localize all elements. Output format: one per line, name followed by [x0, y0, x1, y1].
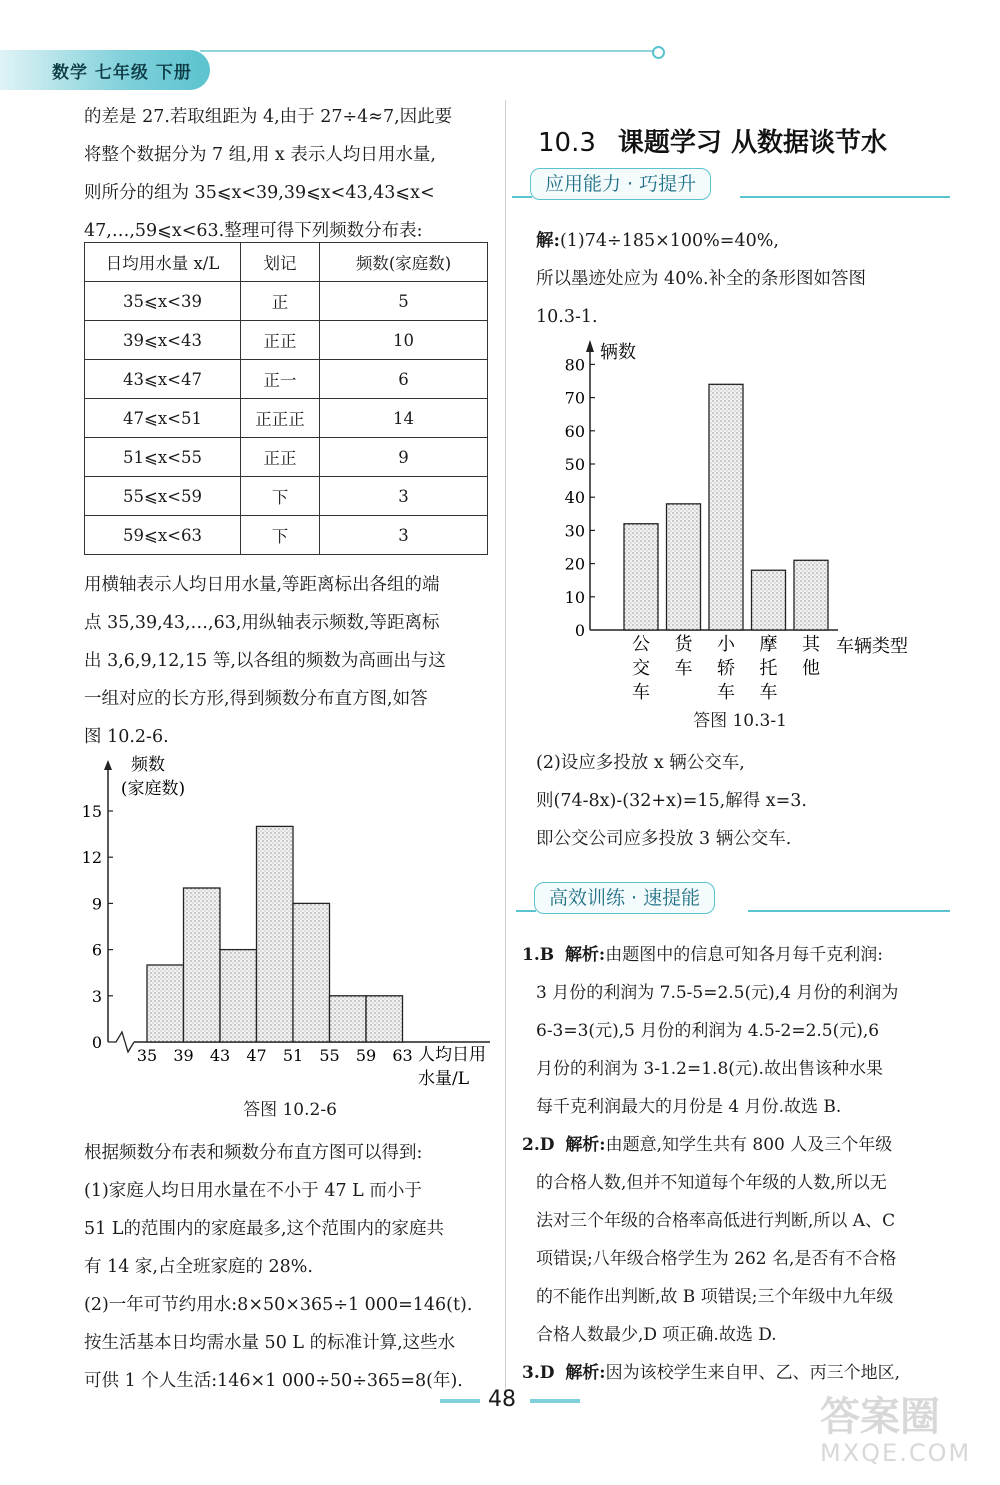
- y-tick-label: 12: [81, 848, 102, 868]
- solution-label: 解:: [536, 231, 560, 251]
- answers-section: [522, 936, 956, 1392]
- y-tick-label: 50: [564, 455, 585, 474]
- table-cell: 14: [320, 399, 488, 438]
- part2-paragraph: [536, 744, 956, 858]
- concl-line: 有 14 家,占全班家庭的 28%.: [84, 1257, 313, 1277]
- vehicle-bar: [624, 524, 658, 630]
- column-divider: [505, 100, 506, 1390]
- desc-line: 用横轴表示人均日用水量,等距离标出各组的端: [84, 575, 440, 595]
- category-label: 公: [632, 634, 650, 655]
- category-label: 摩: [759, 634, 778, 655]
- table-cell: 9: [320, 438, 488, 477]
- x-tick-label: 47: [246, 1046, 267, 1065]
- concl-line: 51 L的范围内的家庭最多,这个范围内的家庭共: [84, 1219, 445, 1239]
- y-tick-label: 60: [564, 421, 585, 441]
- part2-line: (2)设应多投放 x 辆公交车,: [536, 753, 745, 773]
- axis-break-icon: [108, 1032, 134, 1052]
- table-cell: 正正: [241, 321, 320, 360]
- badge-efficient-training: 高效训练 · 速提能: [534, 882, 715, 914]
- footer-deco-right: [530, 1399, 580, 1403]
- x-axis-label: 车辆类型: [836, 636, 908, 657]
- table-cell: 正正: [241, 438, 320, 477]
- section-title: [538, 122, 887, 159]
- histogram-bar: [220, 950, 257, 1042]
- badge-rule: [740, 196, 950, 198]
- table-cell: 51⩽x<55: [85, 438, 241, 477]
- table-cell: 59⩽x<63: [85, 516, 241, 555]
- y-tick-label: 30: [564, 521, 585, 541]
- y-tick-label: 0: [91, 1033, 102, 1052]
- category-label: 小: [717, 634, 735, 655]
- badge-rule: [748, 910, 950, 912]
- badge-apply-ability: 应用能力 · 巧提升: [530, 168, 711, 200]
- intro-line: 的差是 27.若取组距为 4,由于 27÷4≈7,因此要: [84, 107, 453, 127]
- x-tick-label: 39: [173, 1046, 194, 1065]
- table-row: [85, 282, 488, 321]
- badge-rule: [516, 910, 536, 912]
- vehicle-bar-chart: [556, 336, 956, 708]
- part2-line: 即公交公司应多投放 3 辆公交车.: [536, 829, 792, 849]
- x-axis-label: 水量/L: [418, 1069, 470, 1089]
- figure-caption: 答图 10.3-1: [693, 711, 787, 731]
- table-header: 划记: [241, 243, 320, 282]
- y-tick-label: 20: [564, 554, 585, 574]
- page-number: 48: [488, 1387, 516, 1412]
- y-axis-label: (家庭数): [120, 779, 186, 799]
- desc-line: 点 35,39,43,…,63,用纵轴表示频数,等距离标: [84, 613, 440, 633]
- vehicle-bar: [667, 504, 701, 630]
- category-label: 车: [717, 682, 735, 703]
- table-cell: 正正正: [241, 399, 320, 438]
- header-rule: [200, 50, 655, 52]
- table-row: [85, 516, 488, 555]
- x-tick-label: 43: [209, 1046, 231, 1065]
- concl-line: 按生活基本日均需水量 50 L 的标准计算,这些水: [84, 1333, 456, 1353]
- table-row: [85, 360, 488, 399]
- y-tick-label: 15: [81, 802, 102, 821]
- concl-line: (1)家庭人均日用水量在不小于 47 L 而小于: [84, 1181, 422, 1201]
- analysis-tag: 解析:: [565, 1135, 606, 1155]
- category-label: 货: [674, 634, 693, 655]
- footer-deco-left: [440, 1399, 480, 1403]
- histogram-chart: [70, 748, 500, 1093]
- concl-line: 根据频数分布表和频数分布直方图可以得到:: [84, 1143, 423, 1163]
- y-tick-label: 80: [564, 355, 585, 375]
- badge-rule: [512, 196, 532, 198]
- answer-item: 2.D 解析:由题意,知学生共有 800 人及三个年级 的合格人数,但并不知道每个年级的人数,所以无 法对三个年级的合格率高低进行判断,所以 A、C 项错误;八年级合格学生为 262 名,是否有不合格 的不能作出判断,故 B 项错误;三个年级中九年级 合格人数最少,D 项正确.故选 D.: [522, 1135, 897, 1345]
- table-header: 频数(家庭数): [320, 243, 488, 282]
- y-tick-label: 9: [91, 894, 102, 914]
- table-cell: 39⩽x<43: [85, 321, 241, 360]
- category-label: 其: [802, 634, 820, 655]
- category-label: 他: [802, 658, 820, 679]
- table-cell: 5: [320, 282, 488, 321]
- watermark-url-text: MXQE.COM: [820, 1439, 972, 1467]
- sol-line: 解:(1)74÷185×100%=40%,: [536, 231, 779, 251]
- intro-line: 47,…,59⩽x<63.整理可得下列频数分布表:: [84, 221, 423, 241]
- category-label: 车: [632, 682, 650, 703]
- table-cell: 正一: [241, 360, 320, 399]
- y-tick-label: 3: [91, 986, 102, 1006]
- vehicle-bar: [752, 570, 786, 630]
- desc-line: 一组对应的长方形,得到频数分布直方图,如答: [84, 689, 428, 709]
- table-cell: 35⩽x<39: [85, 282, 241, 321]
- concl-line: 可供 1 个人生活:146×1 000÷50÷365=8(年).: [84, 1371, 463, 1391]
- histogram-bar: [257, 826, 294, 1042]
- conclusion-paragraph: [84, 1134, 496, 1400]
- histogram-bar: [147, 965, 184, 1042]
- table-row: [85, 477, 488, 516]
- answer-item: 3.D 解析:因为该校学生来自甲、乙、丙三个地区,: [522, 1363, 900, 1383]
- answer-label: 1.B: [522, 945, 555, 965]
- y-tick-label: 70: [564, 388, 585, 408]
- x-axis-label: 人均日用: [418, 1045, 486, 1065]
- concl-line: (2)一年可节约用水:8×50×365÷1 000=146(t).: [84, 1295, 473, 1315]
- table-header: 日均用水量 x/L: [85, 243, 241, 282]
- category-label: 车: [674, 658, 693, 679]
- intro-line: 则所分的组为 35⩽x<39,39⩽x<43,43⩽x<: [84, 183, 435, 203]
- section-number: 10.3: [538, 128, 596, 158]
- answer-item: 1.B 解析:由题图中的信息可知各月每千克利润: 3 月份的利润为 7.5-5=2.5(元),4 月份的利润为 6-3=3(元),5 月份的利润为 4.5-2=2.5(元),6 月份的利润为 3-1.2=1.8(元).故出售该种水果 每千克利润最大的月份是 4 月份.故选 B.: [522, 945, 899, 1117]
- sol-line: 10.3-1.: [536, 307, 598, 327]
- table-row: [85, 438, 488, 477]
- histogram-bar: [293, 903, 330, 1042]
- vehicle-bar: [709, 384, 743, 630]
- x-tick-label: 51: [282, 1046, 304, 1065]
- watermark-logo-text: 答案圈: [820, 1394, 940, 1440]
- table-cell: 10: [320, 321, 488, 360]
- table-header-row: [85, 243, 488, 282]
- table-cell: 47⩽x<51: [85, 399, 241, 438]
- table-cell: 下: [241, 477, 320, 516]
- histogram-bar: [330, 996, 367, 1042]
- section-title-text: 课题学习 从数据谈节水: [617, 128, 887, 158]
- table-cell: 下: [241, 516, 320, 555]
- vehicle-bar: [794, 560, 828, 630]
- category-label: 托: [759, 658, 778, 679]
- desc-line: 出 3,6,9,12,15 等,以各组的频数为高画出与这: [84, 651, 446, 671]
- intro-paragraph: [84, 98, 496, 250]
- table-row: [85, 399, 488, 438]
- category-label: 交: [632, 658, 650, 679]
- table-cell: 正: [241, 282, 320, 321]
- x-tick-label: 63: [392, 1046, 413, 1065]
- y-tick-label: 6: [91, 940, 102, 960]
- y-axis-label: 辆数: [600, 342, 636, 363]
- table-row: [85, 321, 488, 360]
- sol-line: 所以墨迹处应为 40%.补全的条形图如答图: [536, 269, 867, 289]
- table-cell: 6: [320, 360, 488, 399]
- x-tick-label: 55: [319, 1046, 340, 1065]
- table-cell: 43⩽x<47: [85, 360, 241, 399]
- histogram-bar: [184, 888, 221, 1042]
- table-cell: 3: [320, 477, 488, 516]
- analysis-tag: 解析:: [564, 945, 606, 965]
- header-dot-icon: [652, 46, 665, 59]
- solution-paragraph: [536, 222, 956, 336]
- histogram-bar: [366, 996, 403, 1042]
- part2-line: 则(74-8x)-(32+x)=15,解得 x=3.: [536, 791, 807, 811]
- y-tick-label: 0: [574, 621, 585, 640]
- table-cell: 55⩽x<59: [85, 477, 241, 516]
- y-axis-arrow-icon: [104, 760, 112, 770]
- frequency-table: [84, 242, 488, 555]
- category-label: 轿: [717, 658, 735, 679]
- watermark: [820, 1395, 990, 1475]
- description-paragraph: [84, 566, 496, 756]
- category-label: 车: [759, 682, 778, 703]
- analysis-tag: 解析:: [565, 1363, 606, 1383]
- y-tick-label: 10: [564, 587, 585, 607]
- answer-label: 2.D: [522, 1135, 555, 1155]
- figure-caption: 答图 10.2-6: [243, 1100, 337, 1120]
- book-title: 数学 七年级 下册: [52, 63, 192, 83]
- y-axis-arrow-icon: [586, 340, 594, 352]
- y-tick-label: 40: [564, 488, 585, 508]
- answer-label: 3.D: [522, 1363, 555, 1383]
- x-tick-label: 59: [355, 1046, 377, 1065]
- y-axis-label: 频数: [131, 755, 165, 775]
- x-tick-label: 35: [136, 1046, 158, 1065]
- desc-line: 图 10.2-6.: [84, 727, 169, 747]
- intro-line: 将整个数据分为 7 组,用 x 表示人均日用水量,: [84, 145, 436, 165]
- table-cell: 3: [320, 516, 488, 555]
